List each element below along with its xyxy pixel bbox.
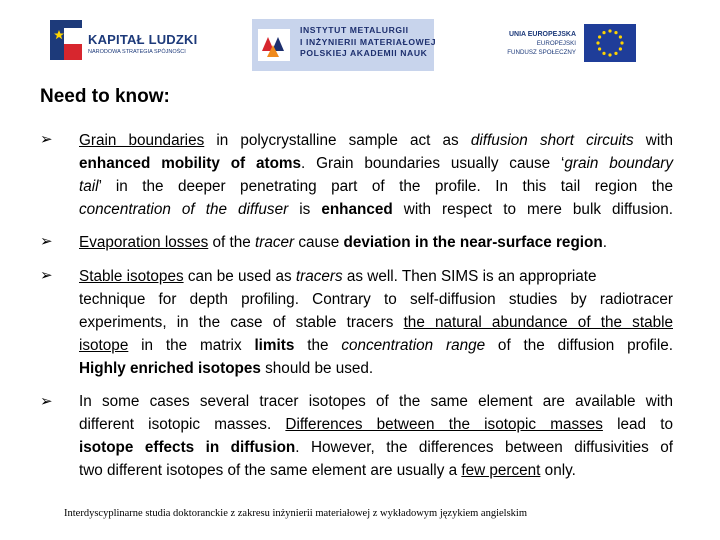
paragraph-line: two different isotopes of the same element are usually a few percent only. <box>79 462 576 479</box>
kapital-ludzki-title: KAPITAŁ LUDZKI <box>88 32 198 47</box>
institute-line: I INŻYNIERII MATERIAŁOWEJ <box>300 36 437 47</box>
eu-text <box>507 30 576 57</box>
footer-text: Interdyscyplinarne studia doktoranckie z zakresu inżynierii materiałowej z wykładowym językiem angielskim <box>64 508 528 519</box>
paragraph-line: Highly enriched isotopes should be used. <box>79 360 374 377</box>
bullet-arrow-icon: ➢ <box>40 233 53 250</box>
bullet-paragraph-4 <box>79 390 673 482</box>
paragraph-line: enhanced mobility of atoms. Grain boundaries usually cause ‘grain boundary <box>79 155 673 172</box>
institute-emblem-icon <box>256 27 292 63</box>
bullet-paragraph-3 <box>79 265 673 380</box>
paragraph-line: different isotopic masses. Differences between the isotopic masses lead to <box>79 416 673 433</box>
institute-logo <box>252 19 437 71</box>
bullet-paragraph-2 <box>79 231 673 254</box>
paragraph-line: Evaporation losses of the tracer cause deviation in the near-surface region. <box>79 234 607 251</box>
kapital-ludzki-flag-icon <box>50 20 82 60</box>
eu-line: EUROPEJSKI <box>536 40 576 47</box>
paragraph-line: tail’ in the deeper penetrating part of the profile. In this tail region the <box>79 178 673 195</box>
paragraph-line: experiments, in the case of stable tracers the natural abundance of the stable <box>79 314 673 331</box>
eu-flag-icon <box>584 24 636 62</box>
institute-name <box>300 25 436 60</box>
paragraph-line: Grain boundaries in polycrystalline sample act as diffusion short circuits with <box>79 132 673 149</box>
paragraph-line: Stable isotopes can be used as tracers as well. Then SIMS is an appropriate <box>79 268 597 285</box>
kapital-ludzki-subtitle: NARODOWA STRATEGIA SPÓJNOŚCI <box>88 49 186 55</box>
page-heading: Need to know: <box>40 86 170 107</box>
paragraph-line: isotope effects in diffusion. However, the differences between diffusivities of <box>79 439 673 456</box>
paragraph-line: technique for depth profiling. Contrary to self-diffusion studies by radiotracer <box>79 291 673 308</box>
paragraph-line: In some cases several tracer isotopes of the same element are available with <box>79 393 673 410</box>
paragraph-line: isotope in the matrix limits the concentration range of the diffusion profile. <box>79 337 674 354</box>
institute-line: INSTYTUT METALURGII <box>300 25 409 35</box>
kapital-ludzki-logo <box>50 18 200 64</box>
eu-line: FUNDUSZ SPOŁECZNY <box>507 49 576 56</box>
paragraph-line: concentration of the diffuser is enhanced with respect to mere bulk diffusion. <box>79 201 673 218</box>
eu-logo <box>502 24 636 64</box>
institute-line: POLSKIEJ AKADEMII NAUK <box>300 48 428 58</box>
bullet-arrow-icon: ➢ <box>40 131 53 148</box>
eu-line: UNIA EUROPEJSKA <box>508 31 576 38</box>
bullet-arrow-icon: ➢ <box>40 393 53 410</box>
bullet-paragraph-1 <box>79 129 673 221</box>
bullet-arrow-icon: ➢ <box>40 267 53 284</box>
